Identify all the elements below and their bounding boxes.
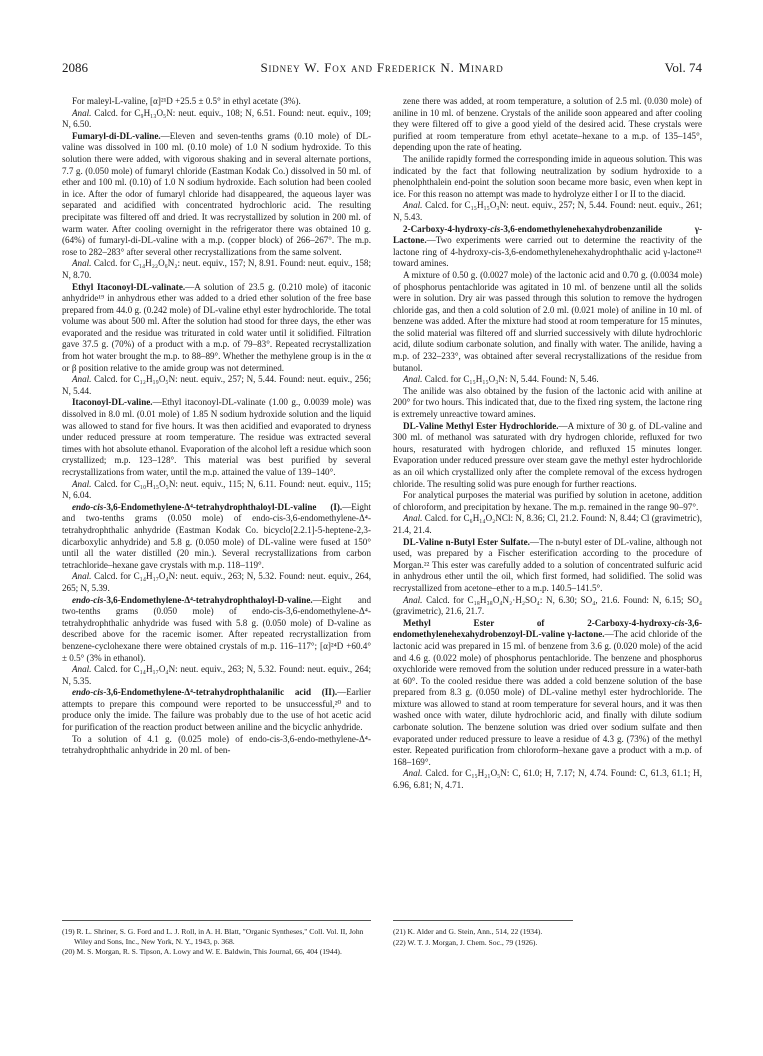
body-text: Calcd. for C₁₅H₁₅O₃N: neut. equiv., 257; N, 5.44. Found: neut. equiv., 261; N, 5.43. <box>393 200 702 222</box>
body-text: —Two experiments were carried out to determine the reactivity of the lactone ring of 4-hydroxy-cis-3,6-endomethylenehexahydrophthalic acid γ-lactone²¹ toward amines. <box>393 235 702 269</box>
volume-label: Vol. 74 <box>664 60 702 75</box>
body-text: —Eight and two-tenths grams (0.050 mole) of endo-cis-3,6-endomethylene-Δ⁴-tetrahydrophthalic anhydride (Eastman Kodak Co. bicyclo[2.2.1]-5-heptene-2,3-dicarboxylic anhydride) and 5.8 g. (0.050 mole) of DL-valine were fused at 150° until all the water distilled (20 min.). Several recrystallizations from carbon tetrachloride–hexane gave crystals with m.p. 118–119°. <box>62 501 371 570</box>
italic-label: Anal. <box>72 258 92 269</box>
body-text: —Earlier attempts to prepare this compound were reported to be unsuccessful,²⁰ and to produce only the imide. The failure was probably due to the use of hot acetic acid for purification of the reaction product between aniline and the bicyclic anhydride. <box>62 687 371 733</box>
paragraph <box>62 734 371 757</box>
footnotes-left <box>62 920 371 958</box>
body-text: zene there was added, at room temperature, a solution of 2.5 ml. (0.030 mole) of aniline in 10 ml. of benzene. Crystals of the anilide soon appeared and after cooling they were filtered off to give a good yield of the desired acid. These crystals were purified at room temperature from ethyl acetate–hexane to a m.p. of 135–145°, depending upon the rate of heating. <box>393 96 702 153</box>
section-heading-text: Ethyl Itaconoyl-DL-valinate. <box>72 281 186 292</box>
body-text: —A solution of 23.5 g. (0.210 mole) of itaconic anhydride¹⁹ in anhydrous ether was added to a dried ether solution of the free base prepared from 44.0 g. (0.242 mole) of DL-valine ethyl ester hydrochloride. The total volume was about 500 ml. After the solution had stood for three days, the ether was evaporated and the residue was triturated in cold water until it solidified. Filtration gave 37.5 g. (70%) of a product with a m.p. of 79–83°. Repeated recrystallization from hot water brought the m.p. to 88–89°. Whether the methylene group is in the α or β position relative to the amide group was not determined. <box>62 281 371 373</box>
body-text: Calcd. for C₁₂H₁₉O₅N: neut. equiv., 257; N, 5.44. Found: neut. equiv., 256; N, 5.44. <box>62 374 371 396</box>
italic-label: Anal. <box>403 513 423 524</box>
section-heading-text: -3,6-endomethylenehexahydrobenzanilide γ-Lactone. <box>393 223 702 246</box>
body-text: —Eleven and seven-tenths grams (0.10 mole) of DL-valine was dissolved in 100 ml. (0.10 mole) of 1.0 N sodium hydroxide. To this solution there were added, with vigorous shaking and in several alternate portions, 7.7 g. (0.050 mole) of fumaryl chloride (Eastman Kodak Co.) dissolved in 50 ml. of ether and 100 ml. (0.10) of 1.0 N sodium hydroxide. Each solution had been cooled in ice. After the odor of fumaryl chloride had disappeared, the aqueous layer was separated and acidified with concentrated hydrochloric acid. The resulting precipitate was filtered off and dried. It was recrystallized by solution in 200 ml. of warm water. After cooling overnight in the refrigerator there was obtained 10 g. (64%) of fumaryl-di-DL-valine with a m.p. (copper block) of 266–267°. The m.p. rose to 282–283° after several other recrystallizations from the same solvent. <box>62 130 371 257</box>
paragraph <box>393 595 702 618</box>
section-heading-text: Methyl Ester of 2-Carboxy-4-hydroxy- <box>403 617 675 628</box>
body-text: —The acid chloride of the lactonic acid was prepared in 15 ml. of benzene from 3.6 g. (0.020 mole) of the acid and 4.6 g. (0.022 mole) of phosphorus pentachloride. The benzene and phosphorus oxychloride were removed from the solution under reduced pressure in a water-bath at 60°. To the cooled residue there was added a cold benzene solution of the base prepared from 8.3 g. (0.050 mole) of DL-valine methyl ester hydrochloride. The mixture was allowed to stand at room temperature for several hours, and it was then washed once with water, dilute hydrochloric acid, and finally with dilute sodium carbonate solution. The benzene solution was dried over sodium sulfate and then evaporated under reduced pressure to leave a residue of 4.3 g. (73%) of the methyl ester. Repeated purification from chloroform–hexane gave a product with a m.p. of 168–169°. <box>393 629 702 767</box>
left-column <box>62 96 371 757</box>
paragraph <box>393 374 702 386</box>
body-text: —A mixture of 30 g. of DL-valine and 300 ml. of methanol was saturated with dry hydrogen chloride, refluxed for two hours, resaturated with hydrogen chloride, and refluxed 15 minutes longer. Evaporation under reduced pressure over steam gave the methyl ester hydrochloride as an oil which crystallized only after the complete removal of the excess hydrogen chloride. The resulting solid was pure enough for further reactions. <box>393 420 703 489</box>
section-heading-text: 2-Carboxy-4-hydroxy- <box>403 223 491 234</box>
italic-label: Anal. <box>403 768 423 779</box>
section-heading-text: Itaconoyl-DL-valine. <box>72 397 153 408</box>
paragraph <box>62 397 371 478</box>
paragraph <box>62 479 371 502</box>
body-text: For maleyl-L-valine, [α]²¹D +25.5 ± 0.5° in ethyl acetate (3%). <box>72 96 301 106</box>
body-text: A mixture of 0.50 g. (0.0027 mole) of the lactonic acid and 0.70 g. (0.0034 mole) of phosphorus pentachloride was agitated in 10 ml. of benzene until all the solids were in solution. Dry air was passed through this solution to remove the hydrogen chloride gas, and then a cold solution of 2.0 ml. (0.021 mole) of aniline in 10 ml. of benzene was added. After the mixture had stood at room temperature for 15 minutes, the solid material was filtered off and slurried successively with dilute hydrochloric acid, dilute sodium carbonate solution, and finally with water. The anilide, having a m.p. of 232–233°, was obtained after several recrystallizations of the residue from butanol. <box>393 269 702 373</box>
body-text: To a solution of 4.1 g. (0.025 mole) of endo-cis-3,6-endo-methylene-Δ⁴-tetrahydrophthalic anhydride in 20 ml. of ben- <box>62 733 371 756</box>
footnote: (19) R. L. Shriner, S. G. Ford and L. J. Roll, in A. H. Blatt, "Organic Syntheses," Coll. Vol. II, John Wiley and Sons, Inc., New York, N. Y., 1943, p. 368. <box>62 927 364 946</box>
section-heading-text: cis <box>490 223 501 234</box>
section-heading-text: endo-cis- <box>72 501 107 512</box>
body-text: Calcd. for C₁₅H₁₅O₃N: N, 5.44. Found: N, 5.46. <box>422 374 599 385</box>
paragraph <box>393 224 702 270</box>
right-column <box>393 96 702 792</box>
body-text: Calcd. for C₁₄H₁₇O₄N: neut. equiv., 263; N, 5.32. Found: neut. equiv., 264; N, 5.35. <box>62 664 371 686</box>
paragraph <box>393 618 702 769</box>
italic-label: Anal. <box>72 478 92 489</box>
paragraph <box>62 131 371 259</box>
paragraph <box>62 502 371 572</box>
footnote: (21) K. Alder and G. Stein, Ann., 514, 22 (1934). <box>393 927 543 936</box>
paragraph <box>393 490 702 513</box>
section-heading-text: endo-cis- <box>72 594 107 605</box>
paragraph <box>62 687 371 733</box>
italic-label: Anal. <box>403 594 423 605</box>
italic-label: Anal. <box>403 374 423 385</box>
page-number: 2086 <box>62 60 88 75</box>
paragraph <box>393 154 702 200</box>
body-text: The anilide was also obtained by the fusion of the lactonic acid with aniline at 200° for two hours. This indicated that, due to the fixed ring system, the lactone ring is extremely unreactive toward amines. <box>393 385 702 420</box>
body-text: Calcd. for C₁₅H₂₁O₅N: C, 61.0; H, 7.17; N, 4.74. Found: C, 61.3, 61.1; H, 6.96, 6.81; N, 4.71. <box>393 768 702 791</box>
paragraph <box>393 768 702 791</box>
italic-label: Anal. <box>72 374 92 385</box>
paragraph <box>393 537 702 595</box>
footnotes-right <box>393 920 573 948</box>
body-text: —Ethyl itaconoyl-DL-valinate (1.00 g., 0.0039 mole) was dissolved in 8.0 ml. (0.01 mole) of 1.85 N sodium hydroxide solution and the liquid was allowed to stand for five hours. It was then acidified and evaporated to dryness under reduced pressure at room temperature. The residue was extracted several times with hot absolute ethanol. Evaporation of the alcohol left a residue which soon crystallized; m.p. 123–128°. This material was best purified by several recrystallizations from water, until the m.p. attained the value of 139–140°. <box>62 397 371 477</box>
running-title-authors: Sidney W. Fox and Frederick N. Minard <box>260 60 504 75</box>
paragraph <box>62 282 371 375</box>
paragraph <box>393 513 702 536</box>
body-text: Calcd. for C₁₈H₃₈O₄N₂·H₂SO₄: N, 6.30; SO₄, 21.6. Found: N, 6.15; SO₄ (gravimetric), 21.6, 21.7. <box>393 594 702 617</box>
paragraph <box>62 595 371 665</box>
paragraph <box>393 200 702 223</box>
paragraph <box>393 386 702 421</box>
body-text: —The n-butyl ester of DL-valine, although not used, was prepared by a Fischer esterification according to the procedure of Morgan.²² This ester was carefully added to a solution of concentrated sulfuric acid in anhydrous ether until the oil, which first formed, had solidified. The solid was recrystallized from acetone–ether to a m.p. 140.5–141.5°. <box>393 536 702 593</box>
italic-label: Anal. <box>72 664 92 675</box>
paragraph <box>62 664 371 687</box>
running-header <box>62 60 702 76</box>
body-text: Calcd. for C₁₄H₂₂O₆N₂: neut. equiv., 157; N, 8.91. Found: neut. equiv., 158; N, 8.70. <box>62 258 371 280</box>
body-text: Calcd. for C₁₀H₁₅O₅N: neut. equiv., 115; N, 6.11. Found: neut. equiv., 115; N, 6.04. <box>62 478 371 501</box>
italic-label: Anal. <box>403 200 423 211</box>
section-heading-text: 3,6-Endomethylene-Δ⁴-tetrahydrophthalanilic acid (II). <box>106 687 338 698</box>
section-heading-text: DL-Valine Methyl Ester Hydrochloride. <box>403 420 559 431</box>
footnote: (22) W. T. J. Morgan, J. Chem. Soc., 79 (1926). <box>393 937 538 947</box>
body-text: Calcd. for C₉H₁₃O₅N: neut. equiv., 108; N, 6.51. Found: neut. equiv., 109; N, 6.50. <box>62 107 371 130</box>
paragraph <box>62 374 371 397</box>
section-heading-text: endo-cis- <box>72 687 107 698</box>
paragraph <box>393 96 702 154</box>
section-heading-text: cis <box>674 617 685 628</box>
section-heading-text: -3,6-endomethylenehexahydrobenzoyl-DL-valine γ-lactone. <box>393 617 702 640</box>
body-text: For analytical purposes the material was purified by solution in acetone, addition of chloroform, and precipitation by hexane. The m.p. remained in the range 90–97°. <box>393 490 702 512</box>
body-text: —Eight and two-tenths grams (0.050 mole) of endo-cis-3,6-endomethylene-Δ⁴-tetrahydrophthalic anhydride was fused with 5.8 g. (0.050 mole) of D-valine as described above for the racemic isomer. After repeated recrystallization from benzene-cyclohexane there were obtained crystals of m.p. 116–117°; [α]²⁴D +60.4° ± 0.5° (3% in ethanol). <box>62 594 371 663</box>
section-heading-text: 3,6-Endomethylene-Δ⁴-tetrahydrophthaloyl-D-valine. <box>106 594 313 605</box>
paragraph <box>62 571 371 594</box>
paragraph <box>62 108 371 131</box>
body-text: The anilide rapidly formed the corresponding imide in aqueous solution. This was indicated by the fact that following neutralization by sodium hydroxide to a phenolphthalein end-point the solution soon became more basic, even when kept in ice. For this reason no attempt was made to hydrolyze either I or II to the diacid. <box>393 153 702 199</box>
italic-label: Anal. <box>72 107 92 118</box>
paragraph <box>62 258 371 281</box>
paragraph <box>62 96 371 108</box>
section-heading-text: DL-Valine n-Butyl Ester Sulfate. <box>403 536 530 547</box>
paragraph <box>393 270 702 374</box>
section-heading-text: Fumaryl-di-DL-valine. <box>72 130 161 141</box>
italic-label: Anal. <box>72 571 92 582</box>
footnote: (20) M. S. Morgan, R. S. Tipson, A. Lowy and W. E. Baldwin, This Journal, 66, 404 (1944). <box>62 947 342 957</box>
paragraph <box>393 421 702 491</box>
body-text: Calcd. for C₁₄H₁₇O₄N: neut. equiv., 263; N, 5.32. Found: neut. equiv., 264, 265; N, 5.39. <box>62 571 371 593</box>
body-text: Calcd. for C₆H₁₄O₂NCl: N, 8.36; Cl, 21.2. Found: N, 8.44; Cl (gravimetric), 21.4, 21.4. <box>393 513 702 535</box>
section-heading-text: 3,6-Endomethylene-Δ⁴-tetrahydrophthaloyl-DL-valine (I). <box>106 501 343 512</box>
